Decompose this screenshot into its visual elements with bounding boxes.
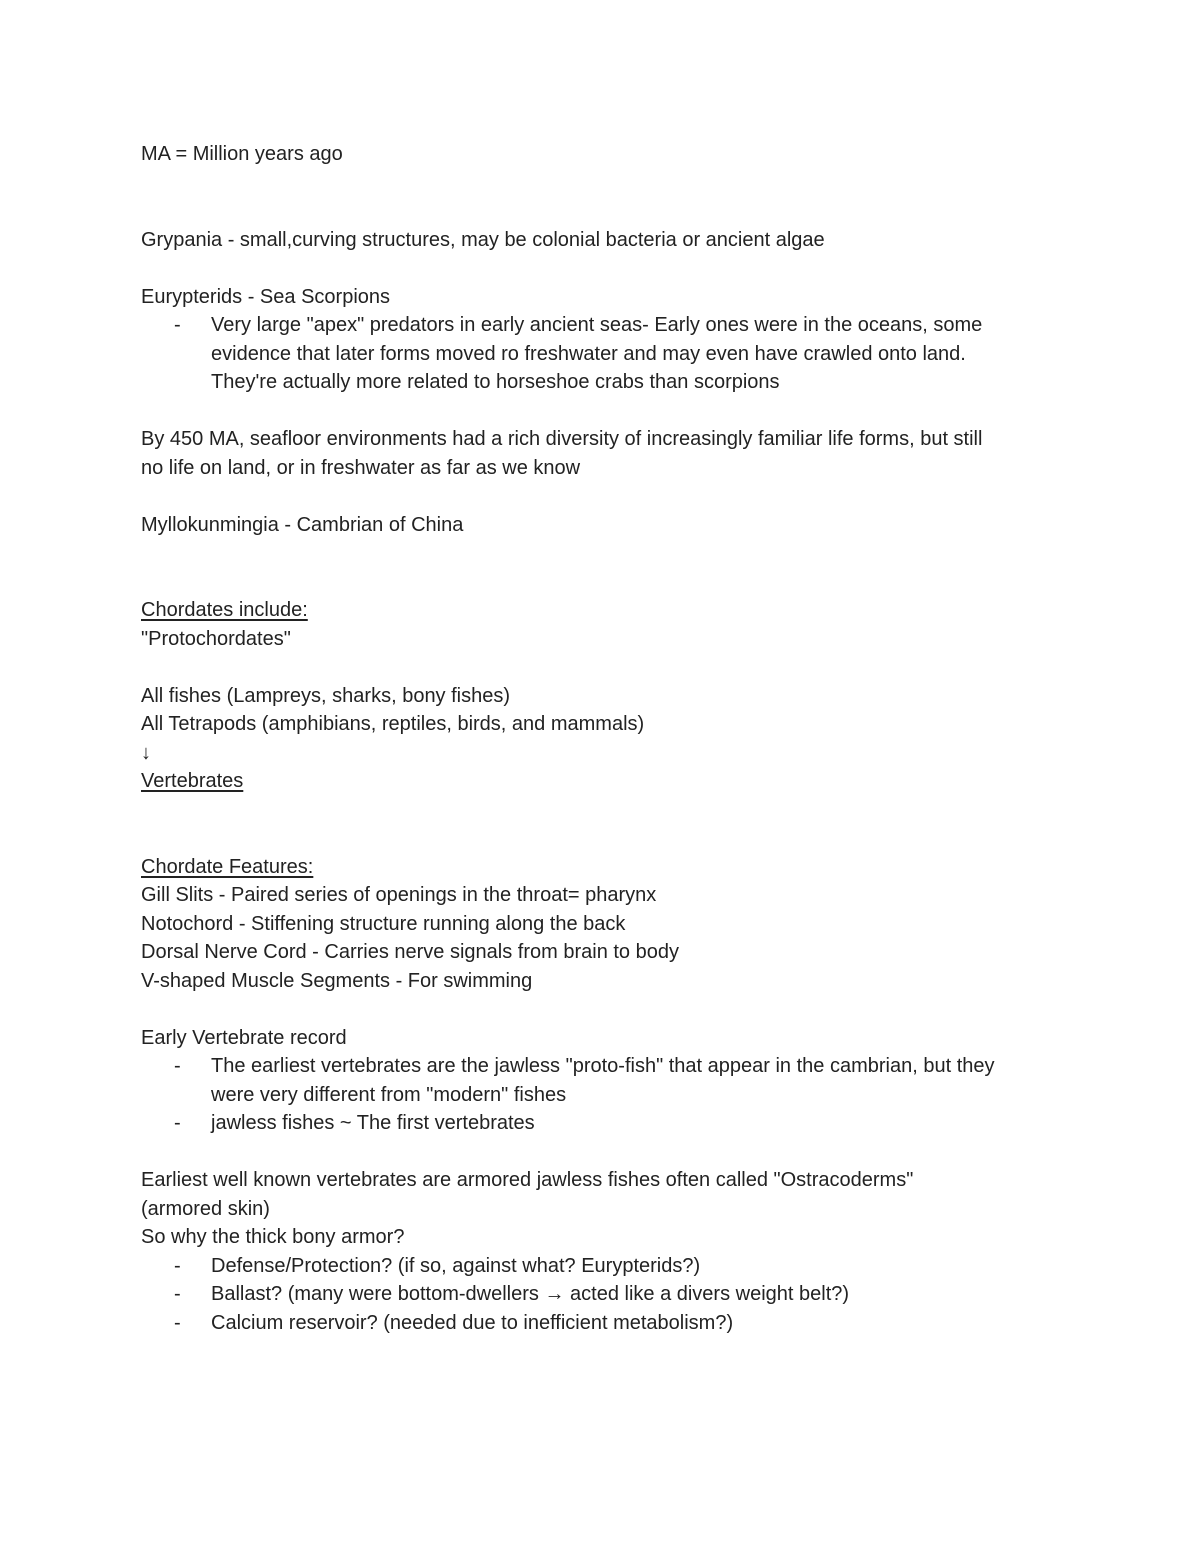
- ma-definition: MA = Million years ago: [141, 143, 343, 165]
- armor-reasons-list: [141, 1252, 1081, 1338]
- myllokunmingia-line: Myllokunmingia - Cambrian of China: [141, 513, 464, 536]
- armor-question: So why the thick bony armor?: [141, 1226, 405, 1248]
- list-item-text: jawless fishes ~ The first vertebrates: [211, 1112, 535, 1134]
- dash-bullet: -: [174, 1112, 181, 1134]
- chordates-heading: Chordates include:: [141, 599, 308, 621]
- ostracoderms-line-1: Earliest well known vertebrates are armored jawless fishes often called "Ostracoderms": [141, 1169, 914, 1191]
- features-heading: Chordate Features:: [141, 855, 314, 878]
- list-item-text: were very different from "modern" fishes: [211, 1083, 567, 1106]
- tetrapods-line: All Tetrapods (amphibians, reptiles, birds, and mammals): [141, 713, 645, 735]
- feature-item: V-shaped Muscle Segments - For swimming: [141, 969, 533, 992]
- list-item: [141, 1280, 1081, 1309]
- dash-bullet: -: [174, 1283, 181, 1305]
- list-item: [141, 1109, 1081, 1138]
- early-vertebrate-heading: Early Vertebrate record: [141, 1026, 347, 1049]
- dash-bullet: -: [174, 314, 181, 336]
- ostracoderms-line-2: (armored skin): [141, 1197, 270, 1220]
- protochordates-line: "Protochordates": [141, 627, 291, 650]
- list-item: [141, 1052, 1081, 1109]
- vertebrates-label: Vertebrates: [141, 770, 244, 792]
- list-item-text: The earliest vertebrates are the jawless "proto-fish" that appear in the cambrian, but they: [211, 1055, 995, 1077]
- dash-bullet: -: [174, 1254, 181, 1277]
- grypania-line: Grypania - small,curving structures, may be colonial bacteria or ancient algae: [141, 228, 825, 251]
- list-item-text: Defense/Protection? (if so, against what? Eurypterids?): [211, 1254, 701, 1277]
- feature-item: Gill Slits - Paired series of openings in the throat= pharynx: [141, 884, 657, 906]
- early-vertebrate-list: [141, 1052, 1081, 1138]
- list-item: [141, 311, 1081, 397]
- feature-item: Notochord - Stiffening structure running along the back: [141, 912, 626, 935]
- list-item-text: Ballast? (many were bottom-dwellers → acted like a divers weight belt?): [211, 1283, 850, 1305]
- dash-bullet: -: [174, 1311, 181, 1334]
- list-item: [141, 1309, 1081, 1338]
- eurypterids-heading: Eurypterids - Sea Scorpions: [141, 285, 391, 308]
- fishes-line: All fishes (Lampreys, sharks, bony fishes): [141, 684, 511, 707]
- eurypterids-list: [141, 311, 1081, 397]
- list-item-text: They're actually more related to horseshoe crabs than scorpions: [211, 371, 780, 393]
- list-item-text: Very large "apex" predators in early ancient seas- Early ones were in the oceans, some: [211, 314, 983, 336]
- list-item-text: evidence that later forms moved ro freshwater and may even have crawled onto land.: [211, 342, 966, 365]
- list-item: [141, 1252, 1081, 1281]
- feature-item: Dorsal Nerve Cord - Carries nerve signals from brain to body: [141, 941, 679, 963]
- by-450-line-2: no life on land, or in freshwater as far as we know: [141, 456, 581, 479]
- list-item-text: Calcium reservoir? (needed due to inefficient metabolism?): [211, 1311, 734, 1334]
- by-450-line-1: By 450 MA, seafloor environments had a rich diversity of increasingly familiar life forms, but still: [141, 428, 983, 450]
- dash-bullet: -: [174, 1055, 181, 1077]
- down-arrow-icon: ↓: [141, 741, 151, 764]
- document-page: [141, 140, 1081, 1337]
